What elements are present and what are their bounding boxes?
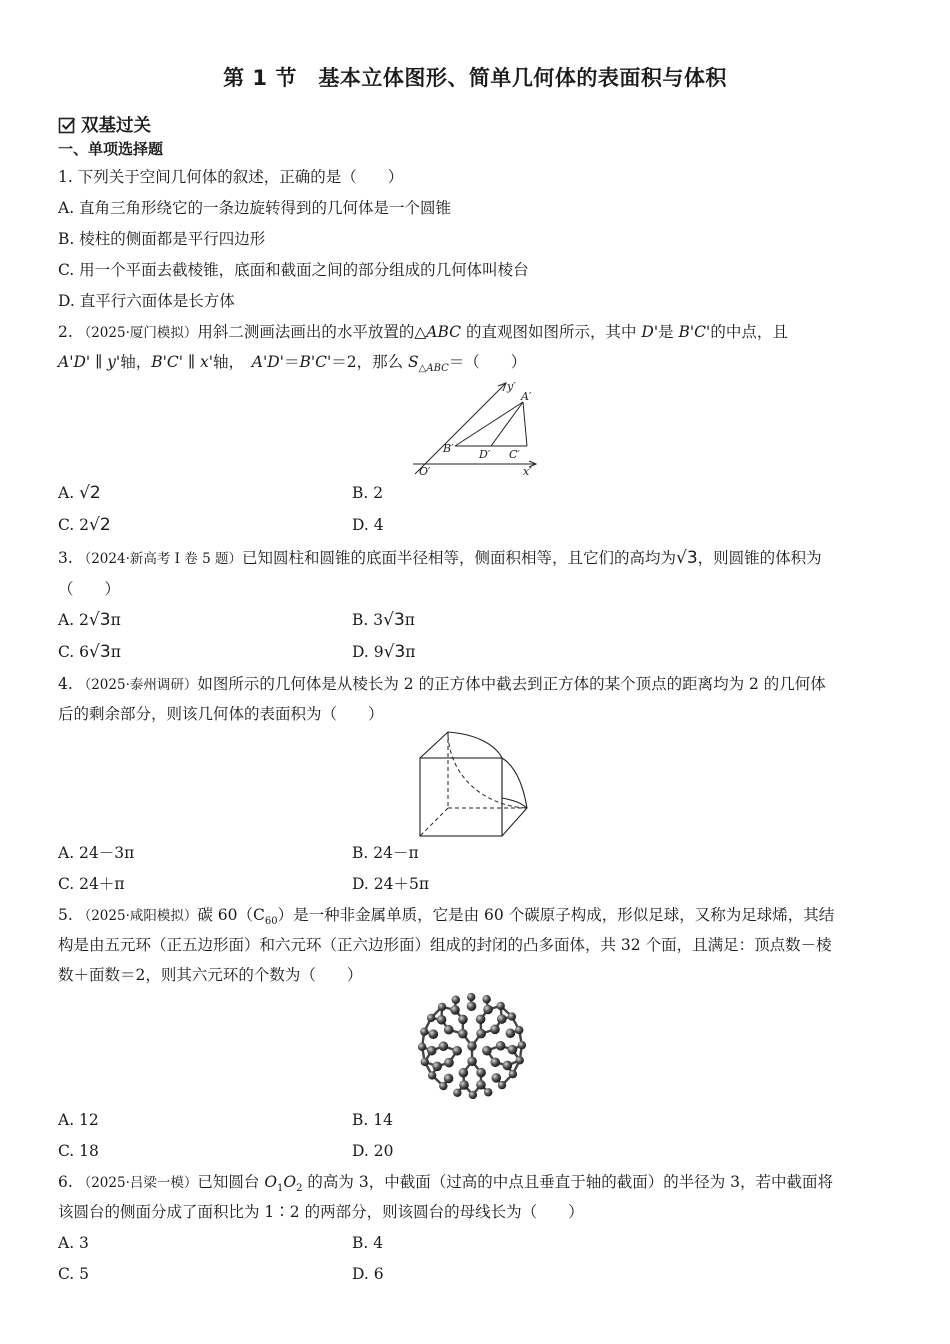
carbon-atom (420, 1027, 428, 1035)
page-title: 第 1 节 基本立体图形、简单几何体的表面积与体积 (223, 66, 727, 90)
option-letter: A. (58, 484, 80, 502)
carbon-atom (515, 1026, 523, 1034)
q2-text: 轴， (213, 353, 252, 371)
radicand: 2 (99, 515, 111, 535)
fullerene-image (414, 990, 530, 1104)
carbon-atom (453, 1089, 461, 1097)
carbon-atom (439, 1041, 449, 1051)
q3-text: ，则圆锥的体积为 (697, 549, 822, 567)
q5-subscript: 60 (264, 916, 278, 928)
q2-s-sub: △ABC (418, 363, 449, 375)
carbon-atom (491, 1073, 501, 1083)
q2-bc: B'C' (151, 353, 183, 371)
q3-stem-line1 (58, 548, 822, 569)
q1-option-c: C. 用一个平面去截棱锥，底面和截面之间的部分组成的几何体叫棱台 (58, 261, 529, 279)
q4-cube-figure (415, 726, 535, 838)
q2-text: 轴， (120, 353, 152, 371)
q6-number: 6. (58, 1173, 78, 1191)
carbon-atom (490, 1057, 500, 1067)
q4-stem-line1 (58, 674, 826, 695)
q5-text: ）是一种非金属单质，它是由 60 个碳原子构成，形似足球，又称为足球烯，其结 (277, 906, 835, 924)
q4-stem-line2: 后的剩余部分，则该几何体的表面积为（ ） (58, 705, 384, 723)
q2-ad2: A'D' (251, 353, 284, 371)
option-letter: B. 3 (352, 611, 384, 629)
radicand: 3 (686, 548, 698, 568)
q2-text: 的中点，且 (710, 323, 788, 341)
carbon-atom (467, 1001, 477, 1011)
carbon-atom (469, 1091, 477, 1099)
q3-source: （2024·新高考 Ⅰ 卷 5 题） (77, 551, 242, 567)
fig-label-a: A′ (521, 390, 532, 403)
radical: √3 (675, 548, 698, 568)
q3-option-a (58, 610, 121, 630)
q6-option-c: C. 5 (58, 1265, 90, 1283)
q2-text: ＝ (283, 353, 300, 371)
radicand: 3 (99, 610, 111, 630)
fig-label-x: x′ (523, 465, 532, 478)
carbon-atom (503, 1061, 513, 1071)
q5-stem-line2: 构是由五元环（正五边形面）和六元环（正六边形面）组成的封闭的凸多面体，共 32 个面，且满足：顶点数－棱 (58, 936, 832, 954)
q2-text: 用斜二测画法画出的水平放置的△ (197, 323, 427, 341)
checkbox-icon (58, 116, 76, 134)
carbon-atom (467, 993, 475, 1001)
q2-bcprime: B'C' (678, 323, 711, 341)
fig-label-y: y′ (507, 380, 516, 393)
carbon-atom (439, 1082, 447, 1090)
carbon-atom (498, 1081, 506, 1089)
carbon-atom (459, 1080, 469, 1090)
carbon-atom (506, 1028, 516, 1038)
q1-option-d: D. 直平行六面体是长方体 (58, 292, 235, 310)
q2-s: S (408, 353, 419, 371)
carbon-atom (490, 1025, 500, 1035)
pi: π (404, 611, 415, 629)
carbon-atom (476, 1080, 486, 1090)
carbon-atom (483, 1005, 493, 1015)
radicand: 3 (393, 610, 405, 630)
q2-text: 的直观图如图所示，其中 (461, 323, 642, 341)
q3-option-c (58, 642, 121, 662)
q2-bc2: B'C' (299, 353, 332, 371)
radical: √2 (79, 483, 101, 503)
pi: π (110, 643, 121, 661)
q3-option-d (352, 642, 415, 662)
carbon-atom (428, 1071, 436, 1079)
q5-text: 碳 60（C (197, 906, 265, 924)
option-letter: C. 6 (58, 643, 90, 661)
q2-option-d: D. 4 (352, 516, 384, 534)
q2-text: ＝（ ） (448, 353, 527, 371)
carbon-atom (421, 1058, 429, 1066)
carbon-atom (444, 1025, 454, 1035)
q2-dprime: D' (641, 323, 659, 341)
q4-source: （2025·泰州调研） (77, 677, 198, 693)
carbon-atom (508, 1012, 516, 1020)
q3-option-b (352, 610, 415, 630)
fig-label-c: C′ (509, 448, 520, 461)
fig-label-b: B′ (443, 442, 454, 455)
q3-text: 已知圆柱和圆锥的底面半径相等，侧面积相等，且它们的高均为 (241, 549, 676, 567)
carbon-atom (444, 1058, 454, 1068)
carbon-atom (438, 1003, 446, 1011)
pi: π (405, 643, 416, 661)
option-letter: D. 9 (352, 643, 384, 661)
q6-option-a: A. 3 (58, 1234, 89, 1252)
q4-number: 4. (58, 675, 78, 693)
q5-source: （2025·咸阳模拟） (77, 908, 198, 924)
q1-option-a: A. 直角三角形绕它的一条边旋转得到的几何体是一个圆锥 (58, 199, 452, 217)
q5-option-b: B. 14 (352, 1111, 393, 1129)
q5-option-c: C. 18 (58, 1142, 99, 1160)
q2-y: y' (107, 353, 121, 371)
carbon-atom (476, 1014, 486, 1024)
carbon-atom (428, 1029, 438, 1039)
option-letter: C. 2 (58, 516, 90, 534)
carbon-atom (450, 1005, 460, 1015)
q6-option-b: B. 4 (352, 1234, 384, 1252)
carbon-atom (484, 1088, 492, 1096)
carbon-atom (458, 1029, 468, 1039)
fig-label-o: O′ (419, 465, 431, 478)
q4-option-b: B. 24－π (352, 844, 419, 862)
q5-option-d: D. 20 (352, 1142, 394, 1160)
q2-text: ∥ (90, 353, 108, 371)
carbon-atom (432, 1062, 442, 1072)
q5-stem-line1 (58, 905, 834, 932)
radicand: 2 (89, 483, 101, 503)
q6-sub2: 2 (296, 1183, 303, 1195)
q2-oblique-figure (405, 378, 545, 478)
section-heading (58, 112, 151, 137)
carbon-atom (496, 1041, 506, 1051)
q5-stem-line3: 数＋面数＝2，则其六元环的个数为（ ） (58, 966, 363, 984)
radicand: 3 (99, 642, 111, 662)
q2-stem-line1 (58, 322, 788, 343)
radicand: 3 (394, 642, 406, 662)
radical: √3 (383, 610, 405, 630)
q2-option-a (58, 483, 101, 503)
carbon-atom (482, 1046, 492, 1056)
carbon-atom (509, 1070, 517, 1078)
carbon-atom (467, 1041, 477, 1051)
carbon-atom (476, 1029, 486, 1039)
radical: √2 (89, 515, 111, 535)
carbon-atom (459, 1068, 469, 1078)
y-axis (415, 384, 505, 474)
fig-label-d: D′ (479, 448, 491, 461)
section-title: 双基过关 (81, 116, 151, 136)
carbon-atom (444, 1074, 454, 1084)
q6-text: 的高为 3，中截面（过高的中点且垂直于轴的截面）的半径为 3，若中截面将 (302, 1173, 834, 1191)
q3-number: 3. (58, 549, 78, 567)
carbon-atom (452, 1046, 462, 1056)
q3-stem-line2: （ ） (58, 580, 121, 598)
subsection-title: 一、单项选择题 (58, 140, 164, 158)
q2-abc: ABC (426, 323, 462, 341)
q6-stem-line2: 该圆台的侧面分成了面积比为 1∶2 的两部分，则该圆台的母线长为（ ） (58, 1203, 584, 1221)
q5-option-a: A. 12 (58, 1111, 99, 1129)
q1-stem: 1. 下列关于空间几何体的叙述，正确的是（ ） (58, 168, 404, 186)
carbon-atom (418, 1043, 426, 1051)
q2-number: 2. (58, 323, 78, 341)
option-letter: A. 2 (58, 611, 89, 629)
carbon-atom (518, 1041, 526, 1049)
q5-number: 5. (58, 906, 78, 924)
carbon-atom (496, 1002, 504, 1010)
q4-option-d: D. 24＋5π (352, 875, 430, 893)
carbon-atom (497, 1014, 507, 1024)
q6-sub1: 1 (277, 1183, 284, 1195)
q2-source: （2025·厦门模拟） (77, 325, 198, 341)
q6-o2: O (283, 1173, 297, 1191)
radical: √3 (383, 642, 406, 662)
carbon-atom (516, 1056, 524, 1064)
carbon-atom (467, 1056, 477, 1066)
carbon-atom (458, 1015, 468, 1025)
carbon-atom (427, 1014, 435, 1022)
q2-option-c (58, 515, 111, 535)
carbon-atom (508, 1045, 518, 1055)
q2-x: x' (200, 353, 214, 371)
q2-stem-line2 (58, 352, 526, 379)
radical: √3 (89, 642, 111, 662)
q6-stem-line1 (58, 1172, 833, 1199)
carbon-atom (427, 1046, 437, 1056)
q4-text: 如图所示的几何体是从棱长为 2 的正方体中截去到正方体的某个顶点的距离均为 2 的几何体 (197, 675, 826, 693)
carbon-atom (437, 1015, 447, 1025)
q6-text: 已知圆台 (197, 1173, 265, 1191)
q6-source: （2025·吕梁一模） (77, 1175, 198, 1191)
carbon-atom (476, 1068, 486, 1078)
q2-ad: A'D' (58, 353, 91, 371)
q4-option-c: C. 24＋π (58, 875, 125, 893)
carbon-atom (452, 996, 460, 1004)
pi: π (110, 611, 121, 629)
q4-option-a: A. 24－3π (58, 844, 135, 862)
q2-text: ∥ (183, 353, 201, 371)
q2-text: ＝2，那么 (331, 353, 409, 371)
q2-text: 是 (658, 323, 679, 341)
q6-option-d: D. 6 (352, 1265, 384, 1283)
radical: √3 (88, 610, 111, 630)
carbon-atom (482, 995, 490, 1003)
q1-option-b: B. 棱柱的侧面都是平行四边形 (58, 230, 266, 248)
q2-option-b: B. 2 (352, 484, 384, 502)
q6-o1: O (264, 1173, 278, 1191)
